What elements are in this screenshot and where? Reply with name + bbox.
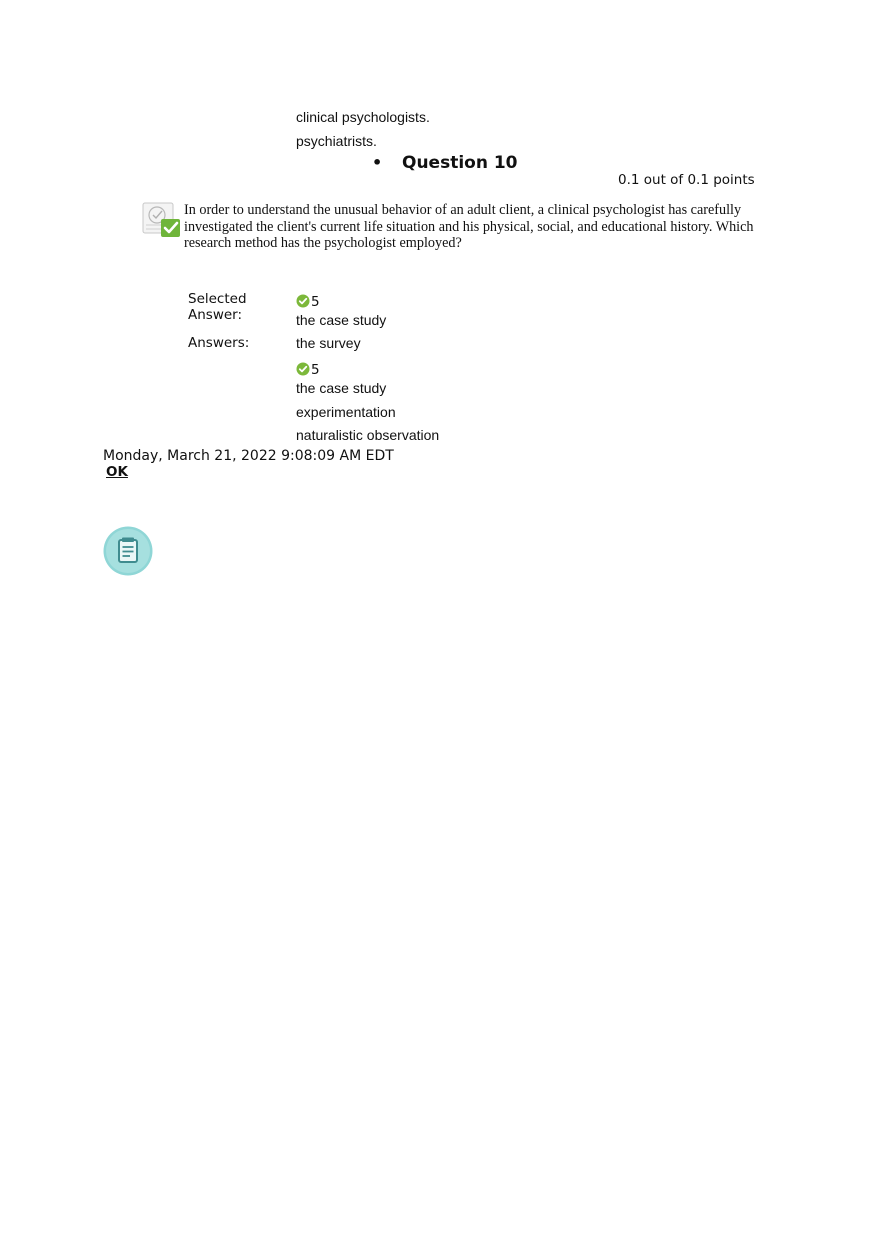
correct-check-value: 5	[311, 362, 320, 378]
question-title: Question 10	[402, 153, 518, 173]
submission-timestamp: Monday, March 21, 2022 9:08:09 AM EDT	[103, 448, 394, 464]
green-check-icon	[296, 293, 310, 307]
previous-option-psychiatrists: psychiatrists.	[296, 133, 377, 149]
answer-option-experimentation: experimentation	[296, 404, 396, 420]
answer-option-case-study: the case study	[296, 380, 387, 396]
answer-option-survey: the survey	[296, 335, 361, 351]
selected-answer-label: Selected Answer:	[188, 291, 247, 323]
answers-label: Answers:	[188, 335, 250, 351]
selected-check-value: 5	[311, 294, 320, 310]
question-text: In order to understand the unusual behavior of an adult client, a clinical psychologist has carefully investigated the client's current life situation and his physical, social, and educational history. Which research method has the psychologist employed?	[184, 202, 754, 251]
selected-answer-text: the case study	[296, 312, 387, 328]
correct-answer-indicator	[296, 360, 320, 376]
previous-option-clinical-psychologists: clinical psychologists.	[296, 109, 430, 125]
answer-option-naturalistic-observation: naturalistic observation	[296, 427, 440, 443]
notepad-icon	[103, 526, 153, 576]
question-points: 0.1 out of 0.1 points	[618, 172, 755, 188]
notepad-button[interactable]	[103, 526, 153, 576]
green-check-icon	[296, 361, 310, 375]
list-bullet: •	[372, 153, 383, 172]
ok-button[interactable]: OK	[106, 464, 128, 480]
correct-status-icon	[142, 201, 182, 239]
selected-correct-indicator	[296, 292, 320, 308]
